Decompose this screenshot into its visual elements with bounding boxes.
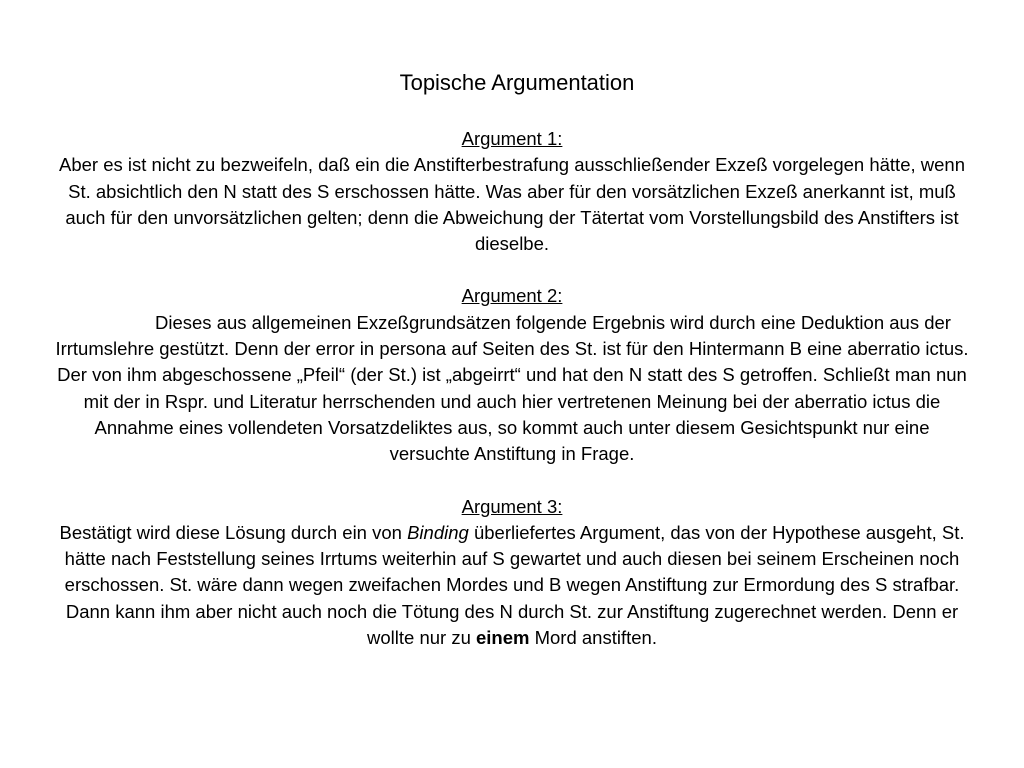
slide-title: Topische Argumentation (399, 70, 635, 95)
argument-1-heading: Argument 1: (461, 128, 563, 149)
argument-3-paragraph (52, 520, 972, 651)
argument-3-bold-word: einem (476, 627, 530, 649)
argument-2-text: Dieses aus allgemeinen Exzeßgrundsätzen folgende Ergebnis wird durch eine Deduktion aus der Irrtumslehre gestützt. Denn der error in persona auf Seiten des St. ist für den Hintermann B eine aberratio ictus. Der von ihm abgeschossene „Pfeil“ (der St.) ist „abgeirrt“ und hat den N statt des S getroffen. Schließt man nun mit der in Rspr. und Literatur herrschenden und auch hier vertretenen Meinung bei der aberratio ictus die Annahme eines vollendeten Vorsatzdeliktes aus, so kommt auch unter diesem Gesichtspunkt nur eine versuchte Anstiftung in Frage. (55, 311, 969, 465)
argument-3-italic-name: Binding (407, 521, 469, 543)
argument-3-heading: Argument 3: (461, 495, 563, 517)
spacer (0, 257, 1024, 283)
argument-3-text-end: Mord anstiften. (529, 627, 657, 649)
argument-2-paragraph (52, 310, 972, 468)
argument-3-text-start: Bestätigt wird diese Lösung durch ein von (59, 521, 408, 543)
argument-2 (52, 283, 972, 467)
argument-2-heading: Argument 2: (461, 285, 563, 307)
spacer (0, 468, 1024, 494)
argument-3 (52, 494, 972, 652)
argument-1 (52, 126, 972, 257)
argument-3-text-middle: überliefertes Argument, das von der Hypothese ausgeht, St. hätte nach Feststellung seines Irrtums weiterhin auf S gewartet und auch diesen bei seinem Erscheinen noch erschossen. St. wäre dann wegen zweifachen Mordes und B wegen Anstiftung zur Ermordung des S strafbar. Dann kann ihm aber nicht auch noch die Tötung des N durch St. zur Anstiftung zugerechnet werden. Denn er wollte nur zu (64, 521, 965, 649)
argument-1-text: Aber es ist nicht zu bezweifeln, daß ein die Anstifterbestrafung ausschließender Exzeß vorgelegen hätte, wenn St. absichtlich den N statt des S erschossen hätte. Was aber für den vorsätzlichen Exzeß anerkannt ist, muß auch für den unvorsätzlichen gelten; denn die Abweichung der Tätertat vom Vorstellungsbild des Anstifters ist dieselbe. (59, 154, 965, 255)
